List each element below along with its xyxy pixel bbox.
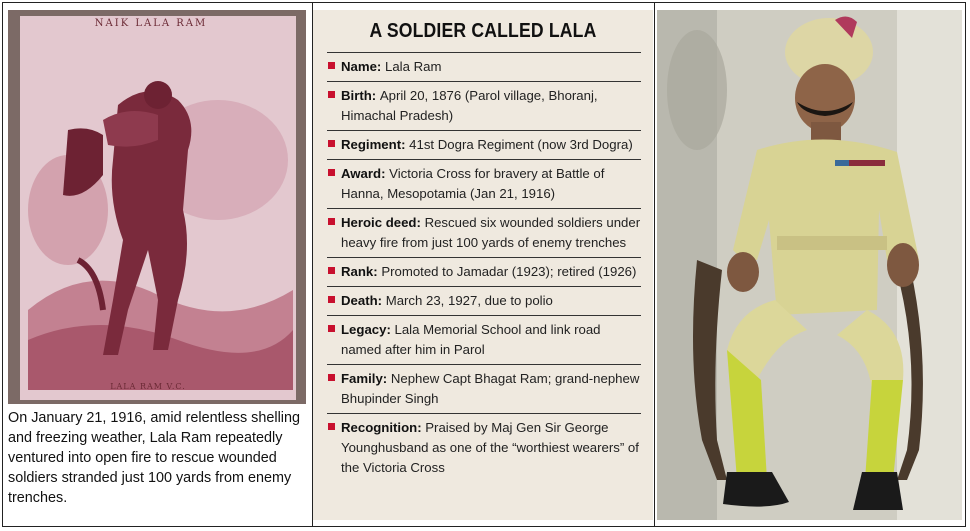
fact-label: Death:	[341, 293, 383, 308]
fact-item	[327, 81, 641, 130]
fact-text: 41st Dogra Regiment (now 3rd Dogra)	[409, 137, 633, 152]
fact-text: March 23, 1927, due to polio	[385, 293, 553, 308]
rescue-scene-graphic	[8, 10, 306, 404]
bullet-icon	[328, 423, 335, 430]
fact-item	[327, 286, 641, 315]
fact-item	[327, 159, 641, 208]
fact-label: Regiment:	[341, 137, 406, 152]
portrait-graphic	[657, 10, 962, 520]
fact-list	[327, 52, 641, 482]
bullet-icon	[328, 296, 335, 303]
fact-label: Legacy:	[341, 322, 391, 337]
fact-item	[327, 52, 641, 81]
fact-item	[327, 130, 641, 159]
fact-item	[327, 364, 641, 413]
fact-label: Recognition:	[341, 420, 422, 435]
fact-text: April 20, 1876 (Parol village, Bhoranj, Himachal Pradesh)	[341, 88, 598, 123]
rescue-illustration	[8, 10, 306, 404]
fact-label: Birth:	[341, 88, 377, 103]
fact-box	[313, 10, 653, 520]
divider	[654, 2, 655, 527]
bullet-icon	[328, 374, 335, 381]
print-caption: LALA RAM V.C.	[110, 382, 186, 391]
fact-label: Rank:	[341, 264, 378, 279]
bullet-icon	[328, 267, 335, 274]
bullet-icon	[328, 91, 335, 98]
fact-text: Praised by Maj Gen Sir George Younghusband as one of the “worthiest wearers” of the Victoria Cross	[341, 420, 639, 475]
fact-text: Promoted to Jamadar (1923); retired (1926)	[381, 264, 637, 279]
bullet-icon	[328, 140, 335, 147]
photo-caption: On January 21, 1916, amid relentless shelling and freezing weather, Lala Ram repeatedly ventured into open fire to rescue wounded soldiers stranded just 100 yards from enemy trenches.	[8, 410, 300, 506]
fact-label: Heroic deed:	[341, 215, 421, 230]
fact-item	[327, 208, 641, 257]
fact-text: Lala Ram	[384, 59, 442, 74]
fact-label: Award:	[341, 166, 386, 181]
fact-label: Name:	[341, 59, 382, 74]
fact-item	[327, 315, 641, 364]
fact-text: Victoria Cross for bravery at Battle of Hanna, Mesopotamia (Jan 21, 1916)	[341, 166, 605, 201]
fact-text: Nephew Capt Bhagat Ram; grand-nephew Bhupinder Singh	[341, 371, 640, 406]
fact-item	[327, 257, 641, 286]
bullet-icon	[328, 169, 335, 176]
fact-label: Family:	[341, 371, 388, 386]
bullet-icon	[328, 325, 335, 332]
fact-item	[327, 413, 641, 482]
print-title: NAIK LALA RAM	[94, 18, 208, 29]
bullet-icon	[328, 62, 335, 69]
fact-text: Lala Memorial School and link road named after him in Parol	[341, 322, 601, 357]
fact-text: Rescued six wounded soldiers under heavy fire from just 100 yards of enemy trenches	[341, 215, 641, 250]
fact-box-title: A SOLDIER CALLED LALA	[369, 20, 597, 42]
bullet-icon	[328, 218, 335, 225]
soldier-portrait	[657, 10, 962, 520]
